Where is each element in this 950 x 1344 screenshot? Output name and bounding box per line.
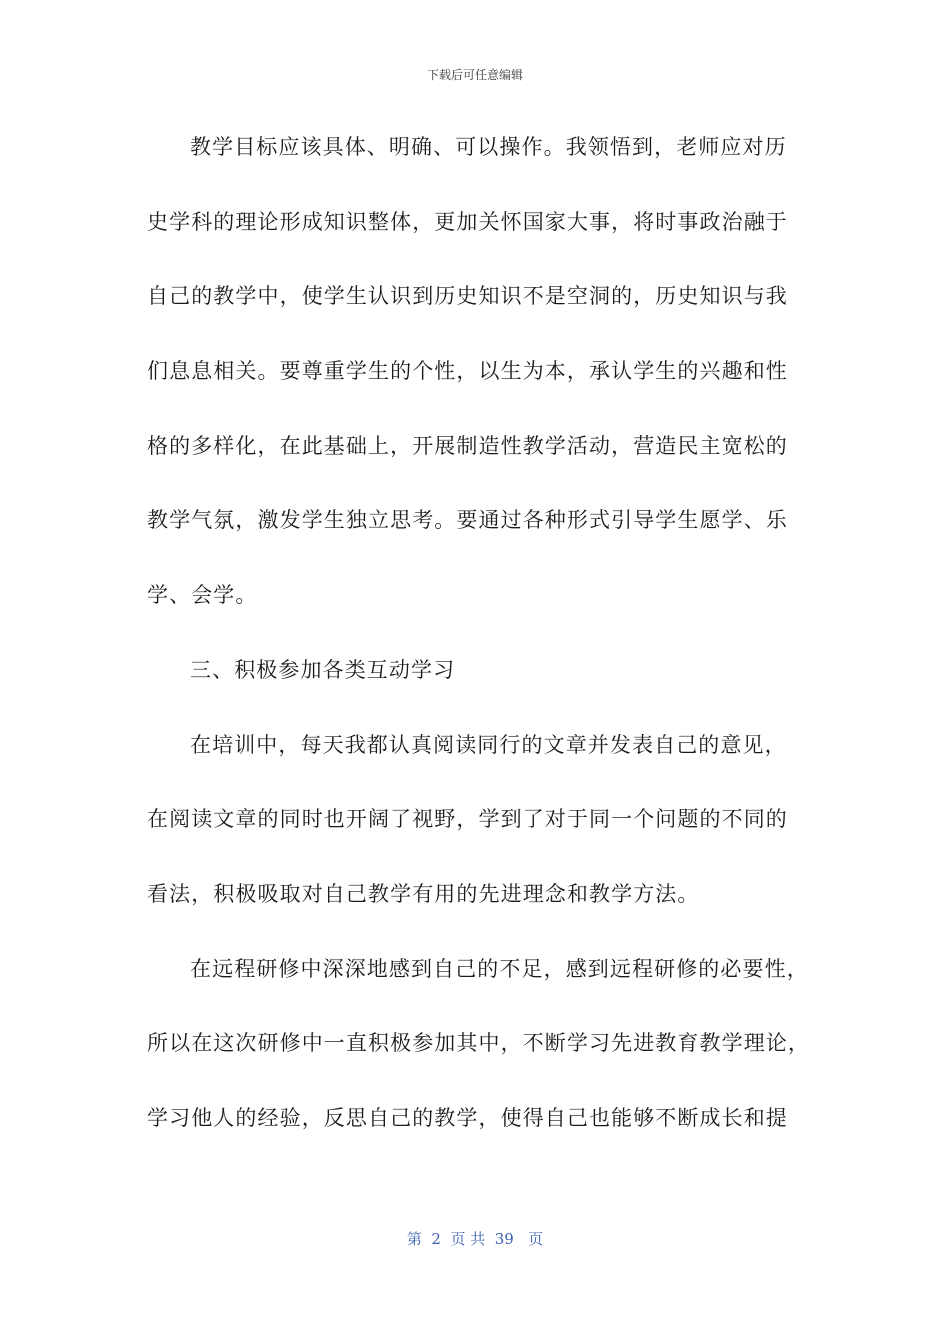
body-line-9: 在培训中，每天我都认真阅读同行的文章并发表自己的意见， bbox=[190, 732, 787, 757]
body-line-13: 所以在这次研修中一直积极参加其中，不断学习先进教育教学理论， bbox=[147, 1031, 810, 1056]
body-line-4: 们息息相关。要尊重学生的个性，以生为本，承认学生的兴趣和性 bbox=[147, 359, 788, 384]
body-line-5: 格的多样化，在此基础上，开展制造性教学活动，营造民主宽松的 bbox=[147, 433, 788, 458]
body-line-10: 在阅读文章的同时也开阔了视野，学到了对于同一个问题的不同的 bbox=[147, 807, 788, 832]
body-line-2: 史学科的理论形成知识整体，更加关怀国家大事，将时事政治融于 bbox=[147, 209, 788, 234]
body-line-6: 教学气氛，激发学生独立思考。要通过各种形式引导学生愿学、乐 bbox=[147, 508, 788, 533]
body-line-14: 学习他人的经验，反思自己的教学，使得自己也能够不断成长和提 bbox=[147, 1105, 788, 1130]
page-header-note: 下载后可任意编辑 bbox=[426, 68, 523, 82]
body-line-7: 学、会学。 bbox=[147, 583, 258, 608]
page-number-footer: 第 2 页 共 39 页 bbox=[406, 1230, 544, 1248]
section-heading: 三、积极参加各类互动学习 bbox=[190, 657, 456, 682]
body-line-3: 自己的教学中，使学生认识到历史知识不是空洞的，历史知识与我 bbox=[147, 284, 788, 309]
body-line-12: 在远程研修中深深地感到自己的不足，感到远程研修的必要性， bbox=[190, 956, 809, 981]
body-line-1: 教学目标应该具体、明确、可以操作。我领悟到，老师应对历 bbox=[190, 135, 787, 159]
document-body bbox=[147, 127, 810, 1173]
body-line-11: 看法，积极吸取对自己教学有用的先进理念和教学方法。 bbox=[147, 881, 700, 906]
